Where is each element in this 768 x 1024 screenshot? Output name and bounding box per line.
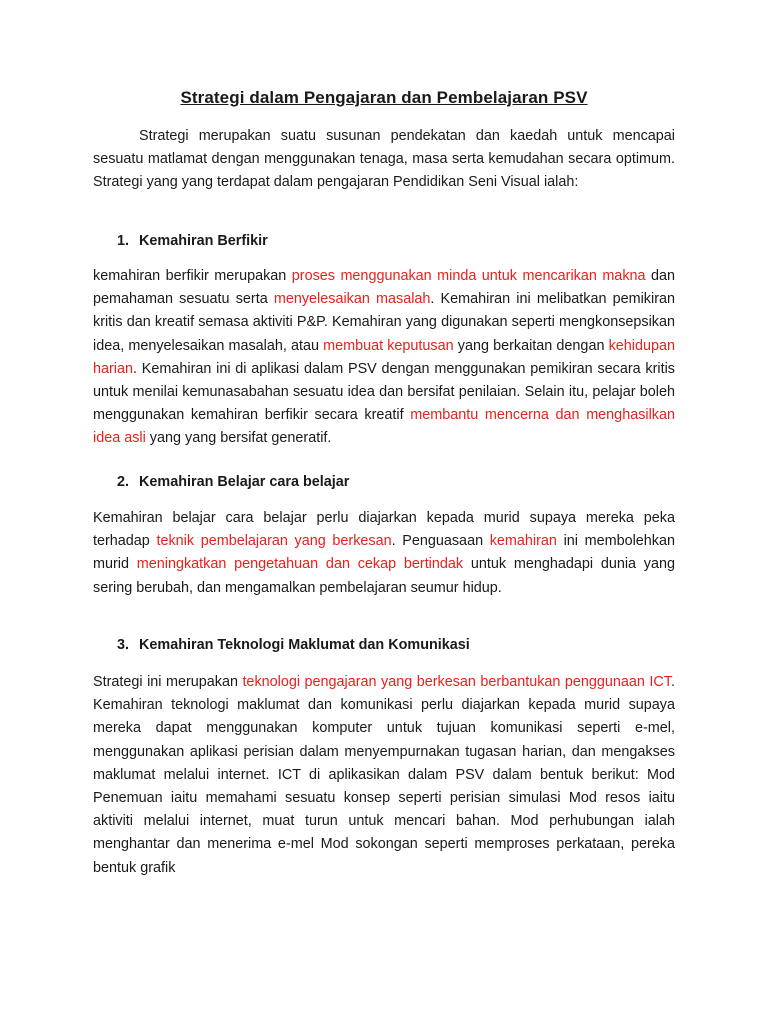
highlighted-text: membuat keputusan bbox=[323, 337, 454, 354]
section-3-heading bbox=[117, 637, 470, 653]
body-text: Strategi ini merupakan bbox=[93, 674, 243, 690]
highlighted-text: proses menggunakan minda untuk mencarikan makna bbox=[291, 268, 646, 284]
body-text: untuk menghadapi dunia yang sering berubah, dan mengamalkan pembelajaran seumur hidup. bbox=[93, 556, 676, 596]
section-1-title: Kemahiran Berfikir bbox=[139, 233, 268, 249]
body-text: kemahiran berfikir merupakan bbox=[93, 268, 292, 284]
highlighted-text: membantu mencerna dan menghasilkan idea asli bbox=[93, 407, 675, 447]
section-3-title: Kemahiran Teknologi Maklumat dan Komunikasi bbox=[139, 637, 470, 653]
highlighted-text: menyelesaikan masalah bbox=[273, 291, 431, 308]
body-text: . Kemahiran ini melibatkan pemikiran kritis dan kreatif semasa aktiviti P&P. Kemahiran yang digunakan seperti mengkonsepsikan idea, menyelesaikan masalah, atau bbox=[93, 291, 675, 354]
section-1-number: 1. bbox=[117, 233, 130, 249]
highlighted-text: meningkatkan pengetahuan dan cekap bertindak bbox=[136, 556, 464, 573]
section-2-title: Kemahiran Belajar cara belajar bbox=[139, 474, 350, 490]
section-2-number: 2. bbox=[117, 474, 130, 490]
body-text: . Kemahiran ini di aplikasi dalam PSV dengan menggunakan pemikiran secara kritis untuk menilai kemunasabahan sesuatu idea dan bersifat penilaian. Selain itu, pelajar boleh menggunakan kemahiran berfikir secara kreatif bbox=[93, 360, 675, 424]
body-text: yang berkaitan dengan bbox=[453, 337, 609, 354]
section-3-paragraph bbox=[93, 671, 675, 880]
body-text: Kemahiran belajar cara belajar perlu diajarkan kepada murid supaya mereka peka terhadap bbox=[93, 510, 675, 550]
intro-paragraph: Strategi merupakan suatu susunan pendekatan dan kaedah untuk mencapai sesuatu matlamat dengan menggunakan tenaga, masa serta kemudahan secara optimum. Strategi yang yang terdapat dalam pengajaran Pendidikan Seni Visual ialah: bbox=[93, 128, 675, 191]
body-text: ini membolehkan murid bbox=[93, 533, 675, 573]
body-text: . Kemahiran teknologi maklumat dan komunikasi perlu diajarkan kepada murid supaya mereka dapat menggunakan komputer untuk tujuan komunikasi seperti e-mel, menggunakan aplikasi perisian dalam menyempurnakan tugasan harian, dan mengakses maklumat melalui internet. ICT di aplikasikan dalam PSV dalam bentuk berikut: Mod Penemuan iaitu memahami sesuatu konsep seperti perisian simulasi Mod resos iaitu aktiviti melalui internet, muat turun untuk mencari bahan. Mod perhubungan ialah menghantar dan menerima e-mel Mod sokongan seperti memproses perkataan, pereka bentuk grafik bbox=[93, 674, 675, 876]
section-2-paragraph bbox=[93, 507, 675, 600]
body-text: dan pemahaman sesuatu serta bbox=[93, 268, 675, 308]
highlighted-text: kemahiran bbox=[489, 533, 557, 550]
highlighted-text: teknik pembelajaran yang berkesan bbox=[156, 533, 392, 550]
body-text: yang yang bersifat generatif. bbox=[145, 430, 332, 447]
body-text: . Penguasaan bbox=[391, 533, 490, 550]
highlighted-text: teknologi pengajaran yang berkesan berbantukan penggunaan ICT bbox=[242, 674, 671, 690]
section-1-paragraph bbox=[93, 265, 675, 451]
highlighted-text: kehidupan harian bbox=[93, 337, 675, 377]
section-2-heading bbox=[117, 474, 349, 490]
document-title: Strategi dalam Pengajaran dan Pembelajaran PSV bbox=[180, 88, 588, 107]
section-1-heading bbox=[117, 233, 268, 249]
section-3-number: 3. bbox=[117, 637, 130, 653]
